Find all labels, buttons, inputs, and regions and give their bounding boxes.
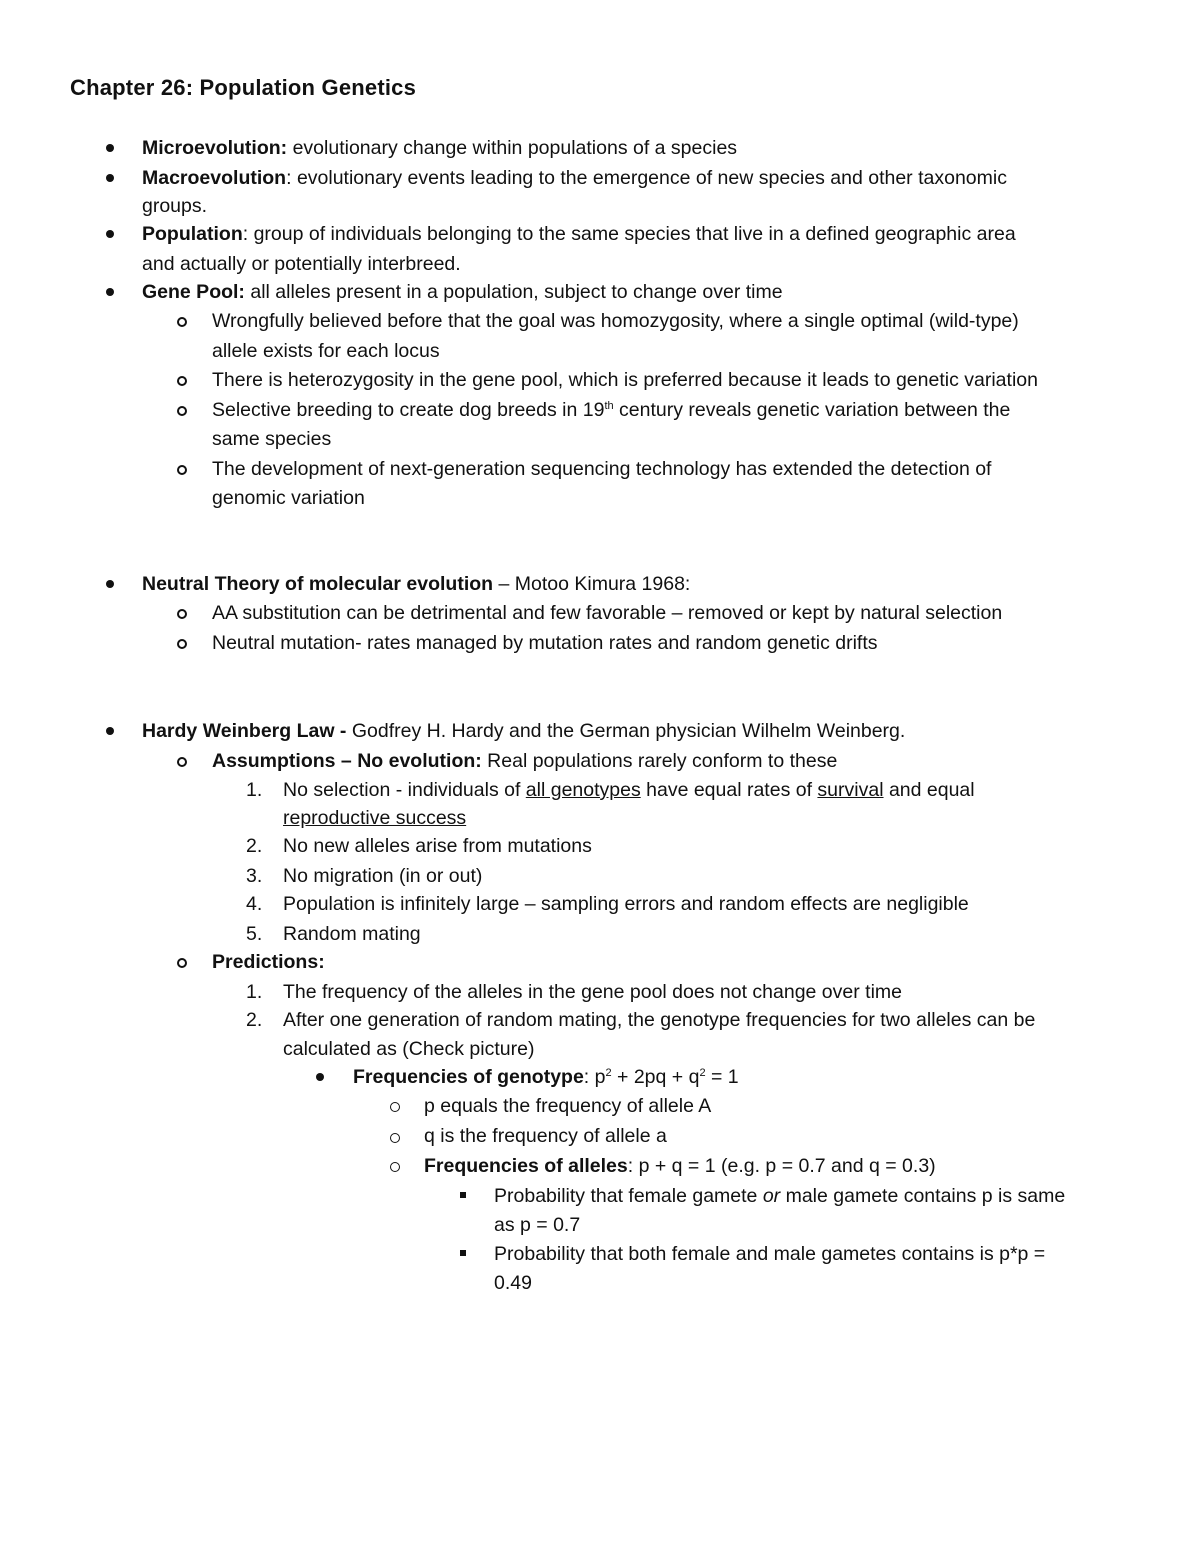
genotype-frequencies: Frequencies of genotype: $p^2 + 2pq + q^2 = 1$ — [353, 1066, 739, 1088]
term-neutral-theory: Neutral Theory of molecular evolution — [142, 573, 494, 595]
circle-bullet-icon — [177, 609, 187, 619]
macroevolution-continuation: groups. — [142, 195, 208, 217]
term-microevolution: Microevolution: — [142, 137, 288, 159]
circle-bullet-icon — [177, 958, 187, 968]
bullet-icon — [106, 727, 114, 735]
probability-1: Probability that female gamete or male gamete contains p is same — [494, 1185, 1066, 1207]
assumption-5: Random mating — [283, 923, 421, 945]
gene-pool-sub-1: Wrongfully believed before that the goal was homozygosity, where a single optimal (wild-type) — [212, 310, 1019, 332]
gene-pool-sub-1-cont: allele exists for each locus — [212, 340, 440, 362]
probability-1-cont: as p = 0.7 — [494, 1214, 581, 1236]
list-number: 2. — [246, 835, 263, 857]
page-title: Chapter 26: Population Genetics — [70, 75, 417, 100]
term-gene-pool: Gene Pool: — [142, 281, 245, 303]
list-number: 5. — [246, 923, 263, 945]
bullet-icon — [106, 144, 114, 152]
bullet-icon — [106, 230, 114, 238]
genotype-sub-2: q is the frequency of allele a — [424, 1125, 667, 1147]
bullet-microevolution: Microevolution: evolutionary change within populations of a species — [142, 137, 738, 159]
circle-bullet-icon — [177, 376, 187, 386]
population-continuation: and actually or potentially interbreed. — [142, 253, 461, 275]
prediction-1: The frequency of the alleles in the gene pool does not change over time — [283, 981, 902, 1003]
probability-2-cont: 0.49 — [494, 1272, 532, 1294]
neutral-sub-2: Neutral mutation- rates managed by mutation rates and random genetic drifts — [212, 632, 878, 654]
gene-pool-sub-2: There is heterozygosity in the gene pool, which is preferred because it leads to genetic variation — [212, 369, 1038, 391]
circle-bullet-icon — [177, 465, 187, 475]
bullet-hardy-weinberg: Hardy Weinberg Law - Godfrey H. Hardy and the German physician Wilhelm Weinberg. — [142, 720, 906, 742]
circle-bullet-icon — [390, 1133, 400, 1143]
bullet-icon — [316, 1073, 324, 1081]
circle-bullet-icon — [177, 406, 187, 416]
list-number: 4. — [246, 893, 263, 915]
gene-pool-sub-4: The development of next-generation sequencing technology has extended the detection of — [212, 458, 992, 480]
bullet-macroevolution: Macroevolution: evolutionary events leading to the emergence of new species and other taxonomic — [142, 167, 1007, 189]
prediction-2-cont: calculated as (Check picture) — [283, 1038, 535, 1060]
list-number: 2. — [246, 1009, 263, 1031]
allele-frequencies: Frequencies of alleles: p + q = 1 (e.g. p = 0.7 and q = 0.3) — [424, 1155, 936, 1177]
term-hardy-weinberg: Hardy Weinberg Law - — [142, 720, 352, 742]
predictions-heading: Predictions: — [212, 951, 325, 973]
list-number: 1. — [246, 981, 263, 1003]
list-number: 1. — [246, 779, 263, 801]
term-population: Population — [142, 223, 243, 245]
probability-2: Probability that both female and male gametes contains is p*p = — [494, 1243, 1046, 1265]
gene-pool-sub-3-cont: same species — [212, 428, 332, 450]
circle-bullet-icon — [177, 757, 187, 767]
circle-bullet-icon — [177, 317, 187, 327]
bullet-neutral-theory: Neutral Theory of molecular evolution – Motoo Kimura 1968: — [142, 573, 691, 595]
assumption-1-cont: reproductive success — [283, 807, 467, 829]
circle-bullet-icon — [177, 639, 187, 649]
prediction-2: After one generation of random mating, the genotype frequencies for two alleles can be — [283, 1009, 1036, 1031]
assumption-3: No migration (in or out) — [283, 865, 483, 887]
bullet-gene-pool: Gene Pool: all alleles present in a population, subject to change over time — [142, 281, 783, 303]
bullet-icon — [106, 174, 114, 182]
bullet-population: Population: group of individuals belonging to the same species that live in a defined geographic area — [142, 223, 1016, 245]
genotype-sub-1: p equals the frequency of allele A — [424, 1095, 712, 1117]
gene-pool-sub-3: Selective breeding to create dog breeds in 19th century reveals genetic variation between the — [212, 399, 1011, 421]
circle-bullet-icon — [390, 1102, 400, 1112]
square-bullet-icon — [460, 1250, 466, 1256]
assumption-4: Population is infinitely large – sampling errors and random effects are negligible — [283, 893, 969, 915]
neutral-sub-1: AA substitution can be detrimental and few favorable – removed or kept by natural selection — [212, 602, 1003, 624]
term-macroevolution: Macroevolution — [142, 167, 287, 189]
bullet-icon — [106, 580, 114, 588]
bullet-icon — [106, 288, 114, 296]
assumptions-heading: Assumptions – No evolution: Real populations rarely conform to these — [212, 750, 838, 772]
assumption-1: No selection - individuals of all genotypes have equal rates of survival and equal — [283, 779, 975, 801]
assumption-2: No new alleles arise from mutations — [283, 835, 592, 857]
circle-bullet-icon — [390, 1162, 400, 1172]
list-number: 3. — [246, 865, 263, 887]
square-bullet-icon — [460, 1192, 466, 1198]
gene-pool-sub-4-cont: genomic variation — [212, 487, 365, 509]
